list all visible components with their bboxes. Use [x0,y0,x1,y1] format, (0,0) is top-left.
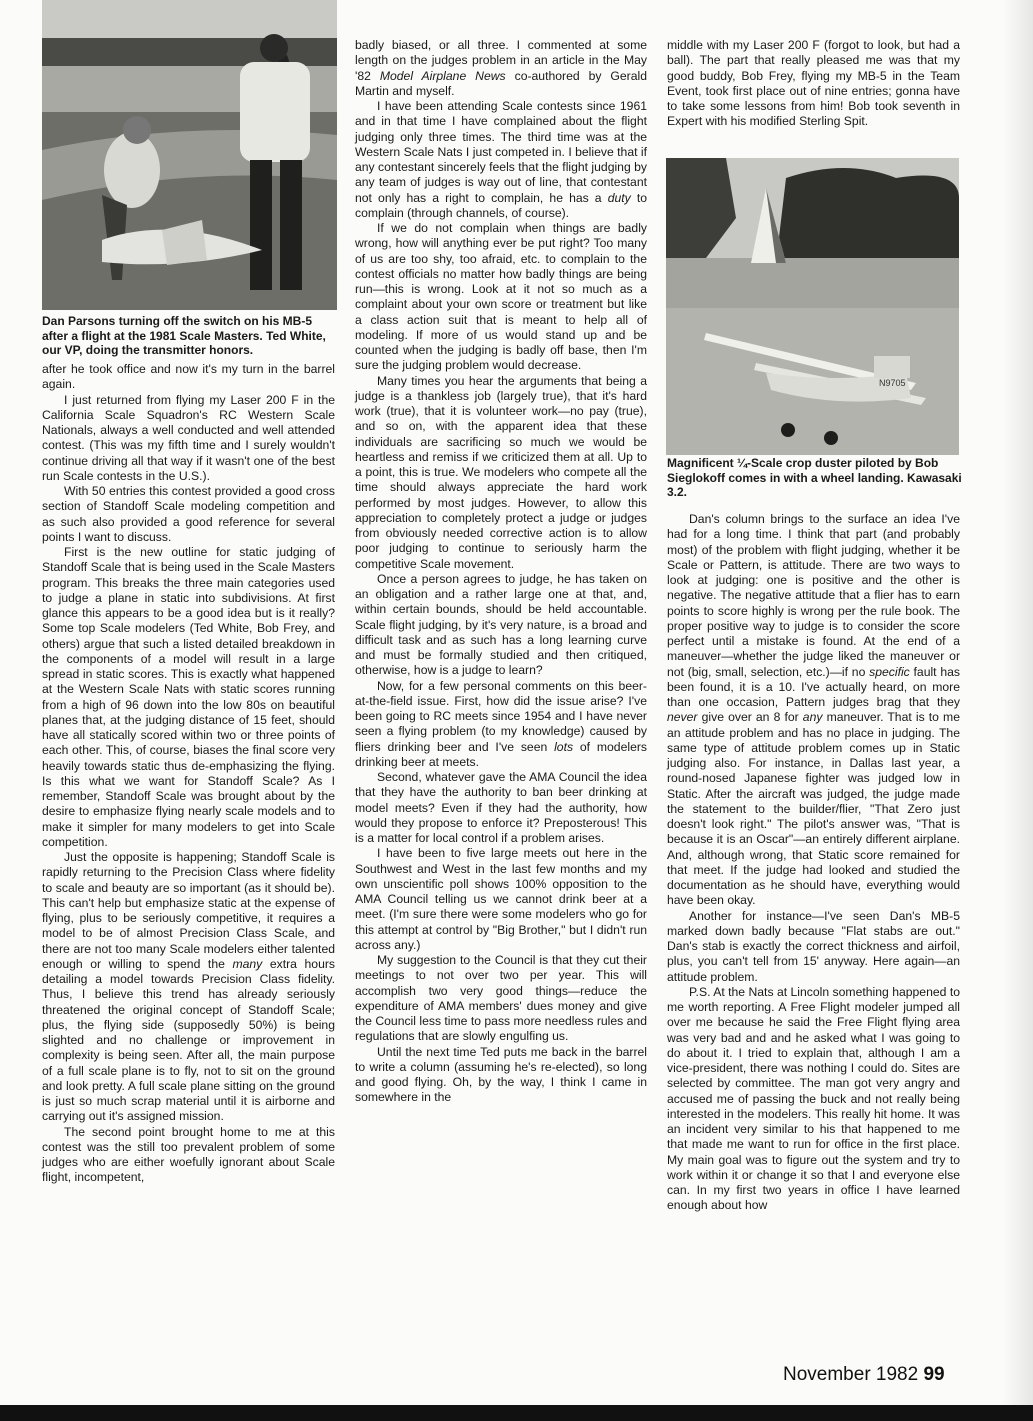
text-run: Dan's column brings to the surface an idea I've had for a long time. I think that part (and probably most) of the problem with flight judging, whether it be Scale or Pattern, is attitude. There are two ways to look at judging: one is positive and the other is negative. The negative attitude that a flier has to earn points to score highly is wrong per the rule book. The proper positive way to judge is to consider the score perfect until a mistake is found. At the end of a maneuver—whether the judge liked the maneuver or not (big, small, selection, etc.)—if no [667,512,960,679]
text-run: give over an 8 for [697,710,803,725]
scan-edge [1003,0,1033,1405]
paragraph: Many times you hear the arguments that being a judge is a thankless job (largely true), that it's hard work (true), that it is volunteer work—no pay (true), and so on, with the apparent idea that these individuals are sacrificing so much we would be heartless and remiss if we criticized them at all. Up to a point, this is true. We modelers who compete all the time should always appreciate the hard work performed by most judges. However, to allow this appreciation to completely protect a judge or judges from obviously needed corrective action is to allow poor judging to continue to seriously harm the competitive Scale movement. [355,373,647,571]
scan-bottom-border [0,1405,1033,1421]
photo-crop-duster [666,158,959,455]
paragraph [42,850,335,1125]
paragraph: Another for instance—I've seen Dan's MB-5 marked down badly because "Flat stabs are out." Dan's stab is exactly the correct thickness and airfoil, plus, you can't tell from 15' anyway. Here again—an attitude problem. [667,908,960,984]
paragraph: after he took office and now it's my turn in the barrel again. [42,362,335,392]
paragraph [667,512,960,909]
article-column-2 [355,38,647,1106]
text-run: co-authored by Gerald Martin and myself. [355,68,647,98]
text-run: to complain (through channels, of course). [355,190,647,220]
photo2-caption: Magnificent ¼-Scale crop duster piloted by Bob Sieglokoff comes in with a wheel landing. Kawasaki 3.2. [667,456,962,499]
text-run: Now, for a few personal comments on this beer-at-the-field issue. First, how did the issue arise? I've been going to RC meets since 1954 and I have never seen a flying problem (to my knowledge) caused by fliers drinking beer and I've seen [355,678,647,754]
page-footer [783,1364,945,1386]
italic-text: duty [607,190,631,205]
article-column-3 [667,512,960,1214]
paragraph: My suggestion to the Council is that they cut their meetings to not over two per year. This will accomplish two very good things—reduce the expenditure of AMA members' dues money and give the Council less time to pass more needless rules and regulations that are slowly engulfing us. [355,953,647,1044]
text-run: badly biased, or all three. I commented at some length on the judges problem in an article in the May '82 [355,38,647,83]
paragraph: First is the new outline for static judging of Standoff Scale that is being used in the Scale Masters program. This breaks the three main categories used to judge a plane in static into subdivisions. At first glance this appears to be a good idea but is it really? Some top Scale modelers (Ted White, Bob Frey, and others) argue that such a listed detailed breakdown in the components of a model will result in a large spread in static scores. This is exactly what happened at the Western Scale Nats with static scores running from a high of 96 down into the low 80s on beautiful planes that, at the judging distance of 15 feet, should have all statically scored within two or three points of each other. This, of course, biases the final score very heavily towards static thus de-emphasizing the flying. Is this what we want for Standoff Scale? As I remember, Standoff Scale was brought about by the desire to emphasize flying nearly scale models and to make it simpler for many modelers to get into Scale competition. [42,545,335,849]
paragraph [355,679,647,771]
paragraph: Until the next time Ted puts me back in the barrel to write a column (assuming he's re-elected), so long and good flying. Oh, by the way, I think I came in somewhere in the [355,1044,647,1105]
text-run: extra hours detailing a model towards Precision Class fidelity. Thus, I believe this trend has already seriously threatened the original concept of Standoff Scale; plus, the flying side (supposedly 50%) is being slighted and no challenge or improvement in complexity is being seen. After all, the main purpose of a full scale plane is to fly, not to sit on the ground and look pretty. A full scale plane sitting on the ground is just so much scrap material until it is airborne and carrying out it's assigned mission. [42,956,335,1124]
page-number: 99 [923,1364,945,1385]
paragraph: I just returned from flying my Laser 200 F in the California Scale Squadron's RC Western Scale Nationals, always a well conducted and well attended contest. (This was my fifth time and I surely wouldn't continue driving all that way if it wasn't one of the best run Scale contests in the U.S.). [42,392,335,483]
italic-text: Model Airplane News [379,68,506,83]
paragraph: I have been to five large meets out here in the Southwest and West in the last few months and my own unscientific poll shows 100% opposition to the AMA Council telling us we cannot drink beer at a meet. (I'm sure there were some modelers who go for this attempt at control by "Big Brother," but I didn't run across any.) [355,846,647,952]
photo1-caption: Dan Parsons turning off the switch on his MB-5 after a flight at the 1981 Scale Masters. Ted White, our VP, doing the transmitter honors. [42,314,326,357]
text-run: of modelers drinking beer at meets. [355,739,647,769]
paragraph [355,38,647,99]
italic-text: lots [554,739,574,754]
photo-dan-parsons-mb5 [42,0,337,310]
issue-date: November 1982 [783,1364,919,1385]
text-run: fault has been found, it is a 10. I've actually heard, on more than one occasion, Pattern judges brag that they [667,664,960,709]
paragraph: P.S. At the Nats at Lincoln something happened to me worth reporting. A Free Flight modeler jumped all over me because he said the Free Flight flying area was very bad and and he asked what I was going to do about it. I tried to explain that, although I am a vice-president, there was nothing I could do. Sites are selected by committee. The man got very angry and accused me of passing the buck and not really being interested in the modelers. This really hit home. It was an incident very similar to his that happened to me that made me want to run for office in the first place. My main goal was to figure out the system and try to work within it or change it so that I and everyone else can. In my first two years in office I have learned enough about how [667,984,960,1213]
article-column-3-top [667,38,960,130]
paragraph: Once a person agrees to judge, he has taken on an obligation and a rather large one at that, and, within certain bounds, should be held accountable. Scale flight judging, by it's very nature, is a broad and difficult task and as such has a long learning curve and must be formally studied and then critiqued, otherwise, how is a judge to learn? [355,571,647,678]
paragraph [355,99,647,221]
italic-text: never [667,710,698,725]
paragraph: middle with my Laser 200 F (forgot to look, but had a ball). The part that really pleased me was that my good buddy, Bob Frey, flying my MB-5 in the Team Event, took first place out of nine entries; gonna have to take some lessons from him! Bob took seventh in Expert with his modified Sterling Spit. [667,38,960,129]
tail-number: N9705 [879,378,906,388]
article-column-1 [42,362,335,1186]
italic-text: specific [869,664,910,679]
paragraph: Second, whatever gave the AMA Council the idea that they have the authority to ban beer drinking at model meets? Even if they had the authority, how would they propose to enforce it? Preposterous! This is a matter for local control if a problem arises. [355,770,647,845]
text-run: maneuver. That is to me an attitude problem and has no place in judging. The same type of attitude problem comes up in Static judging also. For instance, in Dallas last year, a round-nosed Japanese fighter was judged low in Static. After the aircraft was judged, the judge made the statement to the builder/flier, "That Zero just doesn't look right." The pilot's answer was, "That is because it is an Oscar"—an entirely different airplane. And, although wrong, that Static score remained for that meet. If the judge had looked and studied the documentation as he should have, everything would have been okay. [667,710,960,908]
text-run: I have been attending Scale contests since 1961 and in that time I have complained about the flight judging only three times. The third time was at the Western Scale Nats I just competed in. I believe that if any contestant sincerely feels that the flight judging by any team of judges is way out of line, that contestant not only has a right to complain, he has a [355,99,648,205]
paragraph: The second point brought home to me at this contest was the still too prevalent problem of some judges who are either woefully ignorant about Scale flight, incompetent, [42,1124,335,1185]
italic-text: any [802,710,823,725]
text-run: Just the opposite is happening; Standoff Scale is rapidly returning to the Precision Class where fidelity to scale and beauty are so important (as it should be). This can't help but emphasize static at the expense of flying, plus to be seriously competitive, it requires a model to be of almost Precision Class Scale, and there are not too many Scale modelers either talented enough or willing to spend the [42,850,335,971]
italic-text: many [232,956,263,971]
paragraph: If we do not complain when things are badly wrong, how will anything ever be put right? Too many of us are too shy, too afraid, etc. to complain to the contest officials no matter how badly things are being run—this is wrong. Look at it not so much as a complaint about your own score or treatment but like a class action suit that is meant to help all of modeling. If more of us would stand up and be counted when the judging is badly off base, then I'm sure the judging problem would decrease. [355,221,647,373]
paragraph: With 50 entries this contest provided a good cross section of Standoff Scale modeling competition and as such also provided a good reference for several points I want to discuss. [42,484,335,544]
